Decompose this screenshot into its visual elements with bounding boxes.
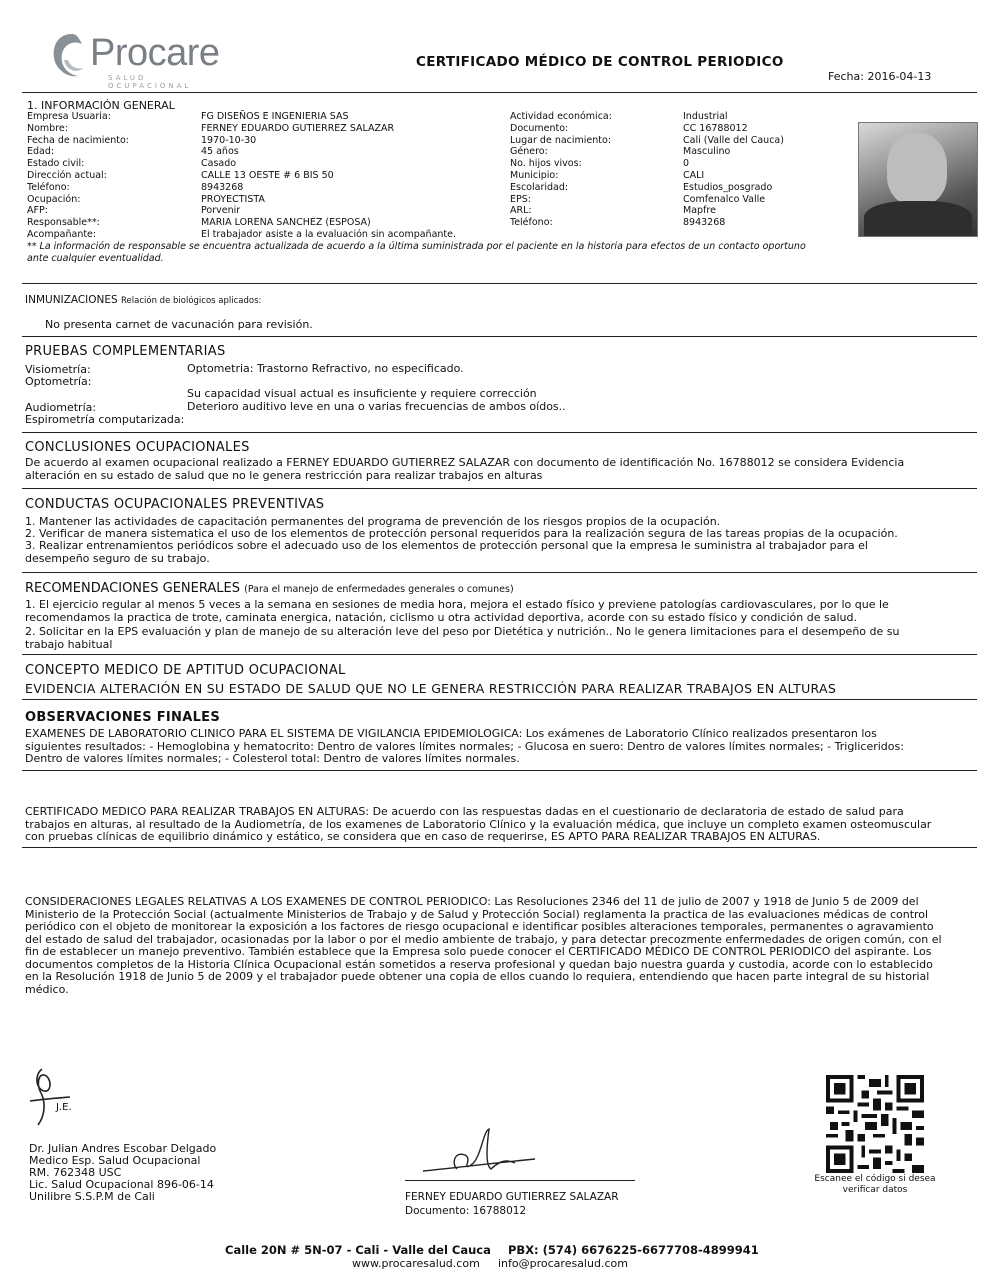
doctor-name: Dr. Julian Andres Escobar Delgado <box>29 1142 217 1155</box>
label-edad: Edad: <box>27 146 55 158</box>
divider <box>22 283 977 284</box>
doctor-specialty: Medico Esp. Salud Ocupacional <box>29 1154 201 1167</box>
conductas-item: 1. Mantener las actividades de capacitación permanentes del programa de prevención de los riesgos propios de la ocupación. <box>25 515 721 528</box>
section-inmunizaciones <box>25 294 261 306</box>
label-genero: Género: <box>510 146 548 158</box>
label-actividad: Actividad económica: <box>510 111 612 122</box>
section-concepto-title: CONCEPTO MEDICO DE APTITUD OCUPACIONAL <box>25 663 346 678</box>
general-right-values <box>683 111 784 229</box>
recomendaciones-item: 2. Solicitar en la EPS evaluación y plan de manejo de su alteración leve del peso por Dietética y nutrición.. No le genera limitaciones para el desempeño de su trabajo habitual <box>25 625 900 651</box>
value-hijos: 0 <box>683 158 690 170</box>
footer-pbx: PBX: (574) 6676225-6677708-4899941 <box>508 1243 759 1257</box>
logo-swirl-icon <box>50 30 92 82</box>
divider <box>22 572 977 573</box>
value-lugar-nacimiento: Cali (Valle del Cauca) <box>683 134 784 146</box>
section-conclusiones-title: CONCLUSIONES OCUPACIONALES <box>25 440 250 455</box>
value-direccion: CALLE 13 OESTE # 6 BIS 50 <box>201 169 334 181</box>
divider <box>22 432 977 433</box>
general-right-labels <box>510 111 612 229</box>
value-empresa: FG DISEÑOS E INGENIERIA SAS <box>201 111 349 122</box>
value-actividad: Industrial <box>683 111 728 122</box>
label-eps: EPS: <box>510 193 531 205</box>
label-ocupacion: Ocupación: <box>27 193 81 205</box>
date-value: 2016-04-13 <box>867 70 932 83</box>
procare-logo <box>50 28 225 88</box>
value-estado-civil: Casado <box>201 158 237 170</box>
label-afp: AFP: <box>27 205 48 217</box>
doctor-rm: RM. 762348 USC <box>29 1166 122 1179</box>
value-municipio: CALI <box>683 169 705 181</box>
value-acompanante: El trabajador asiste a la evaluación sin acompañante. <box>201 228 456 240</box>
visiometria-value: Optometria: Trastorno Refractivo, no especificado. <box>187 362 464 375</box>
conductas-item: 3. Realizar entrenamientos periódicos sobre el adecuado uso de los elementos de protección personal que la empresa le suministra al trabajador para el desempeño seguro de su trabajo. <box>25 539 868 565</box>
date-field <box>828 70 931 83</box>
section-general-title: 1. INFORMACIÓN GENERAL <box>27 99 175 112</box>
label-lugar-nacimiento: Lugar de nacimiento: <box>510 134 612 146</box>
section-conductas-title: CONDUCTAS OCUPACIONALES PREVENTIVAS <box>25 497 325 512</box>
label-responsable: Responsable**: <box>27 217 100 229</box>
label-telefono-2: Teléfono: <box>510 217 553 229</box>
worker-signature <box>415 1125 555 1185</box>
section-recomendaciones <box>25 581 514 596</box>
label-empresa: Empresa Usuaria: <box>27 111 111 122</box>
photo-body-shape <box>864 201 972 237</box>
conclusiones-text: De acuerdo al examen ocupacional realizado a FERNEY EDUARDO GUTIERREZ SALAZAR con documento de identificación No. 16788012 se considera Evidencia alteración en su estado de salud que no le genera restricción para realizar trabajos en alturas <box>25 456 905 482</box>
recomendaciones-title: RECOMENDACIONES GENERALES <box>25 581 240 596</box>
inmunizaciones-title: INMUNIZACIONES <box>25 294 118 306</box>
label-hijos: No. hijos vivos: <box>510 158 582 170</box>
label-visiometria: Visiometría: <box>25 363 91 376</box>
footer-address: Calle 20N # 5N-07 - Cali - Valle del Cauca <box>225 1243 491 1257</box>
value-ocupacion: PROYECTISTA <box>201 193 265 205</box>
label-municipio: Municipio: <box>510 169 559 181</box>
value-arl: Mapfre <box>683 205 716 217</box>
section-pruebas-title: PRUEBAS COMPLEMENTARIAS <box>25 344 226 359</box>
general-left-labels <box>27 111 129 241</box>
observaciones-lab: EXAMENES DE LABORATORIO CLINICO PARA EL SISTEMA DE VIGILANCIA EPIDEMIOLOGICA: Los exámenes de Laboratorio Clínico realizados presentaron los siguientes resultados: - Hemoglobina y hematocrito: Dentro de valores límites normales; - Glucosa en suero: Dentro de valores límites normales; - Trigliceridos: Dentro de valores límites normales; - Colesterol total: Dentro de valores límites normales. <box>25 727 904 765</box>
value-escolaridad: Estudios_posgrado <box>683 181 773 193</box>
doctor-university: Unilibre S.S.P.M de Cali <box>29 1190 155 1203</box>
general-left-values <box>201 111 456 241</box>
value-fecha-nacimiento: 1970-10-30 <box>201 134 257 146</box>
responsable-note: ** La información de responsable se encuentra actualizada de acuerdo a la última suministrada por el paciente en la historia para efectos de un contacto oportuno ante cualquier eventualidad. <box>27 241 806 264</box>
label-optometria: Optometría: <box>25 375 92 388</box>
inmunizaciones-subtitle: Relación de biológicos aplicados: <box>121 296 262 306</box>
audiometria-value: Deterioro auditivo leve en una o varias frecuencias de ambos oídos.. <box>187 400 566 413</box>
value-genero: Masculino <box>683 146 731 158</box>
divider <box>22 336 977 337</box>
label-espirometria: Espirometría computarizada: <box>25 413 185 426</box>
recomendaciones-item: 1. El ejercicio regular al menos 5 veces a la semana en sesiones de media hora, mejora el estado físico y previene patologías cardiovasculares, por lo que le recomendamos la practica de trote, caminata energica, natación, ciclismo u otra actividad deportiva, acorde con su estado físico y condición de salud. <box>25 598 889 624</box>
doctor-signature <box>24 1065 104 1135</box>
qr-code-icon <box>826 1075 924 1173</box>
label-fecha-nacimiento: Fecha de nacimiento: <box>27 134 129 146</box>
label-nombre: Nombre: <box>27 122 68 134</box>
value-eps: Comfenalco Valle <box>683 193 766 205</box>
observaciones-alturas: CERTIFICADO MEDICO PARA REALIZAR TRABAJOS EN ALTURAS: De acuerdo con las respuestas dadas en el cuestionario de declaratoria de estado de salud para trabajos en alturas, al resultado de la Audiometría, de los examenes de Laboratorio Clínico y la evaluación médica, que incluye un completo examen osteomuscular con pruebas clínicas de equilibrio dinámico y estático, se considera que en caso de requerirse, ES APTO PARA REALIZAR TRABAJOS EN ALTURAS. <box>25 805 932 843</box>
footer-website[interactable]: www.procaresalud.com <box>352 1257 480 1270</box>
worker-documento: Documento: 16788012 <box>405 1205 527 1217</box>
label-escolaridad: Escolaridad: <box>510 181 569 193</box>
label-audiometria: Audiometría: <box>25 401 97 414</box>
value-telefono-2: 8943268 <box>683 217 726 229</box>
divider <box>22 699 977 700</box>
doctor-block <box>29 1143 216 1203</box>
doctor-license: Lic. Salud Ocupacional 896-06-14 <box>29 1178 214 1191</box>
divider <box>22 847 977 848</box>
label-estado-civil: Estado civil: <box>27 158 85 170</box>
value-nombre: FERNEY EDUARDO GUTIERREZ SALAZAR <box>201 122 395 134</box>
logo-subtitle: SALUD OCUPACIONAL <box>108 74 192 90</box>
label-telefono: Teléfono: <box>27 181 70 193</box>
observaciones-legales: CONSIDERACIONES LEGALES RELATIVAS A LOS EXAMENES DE CONTROL PERIODICO: Las Resoluciones 2346 del 11 de julio de 2007 y 1918 de Junio 5 de 2009 del Ministerio de la Protección Social (actualmente Ministerios de Trabajo y de Salud y Protección Social) reglamenta la practica de las evaluaciones médicas de control periódico con el objeto de monitorear la exposición a los factores de riesgo ocupacional e identificar posibles alteraciones temporales, permanentes o agravamiento del estado de salud del trabajador, ocasionadas por la labor o por el medio ambiente de trabajo, y para detectar precozmente enfermedades de origen común, con el fin de establecer un manejo preventivo. También establece que la Empresa solo puede conocer el CERTIFICADO MÉDICO DE CONTROL PERIODICO del aspirante. Los documentos completos de la Historia Clínica Ocupacional están sometidos a reserva profesional y quedan bajo nuestra guarda y custodia, acorde con lo establecido en la Resolución 1918 de Junio 5 de 2009 y el trabajador puede obtener una copia de ellos cuando lo requiera, entendiendo que hacen parte integral de su historial médico. <box>25 895 942 996</box>
inmunizaciones-text: No presenta carnet de vacunación para revisión. <box>45 318 313 331</box>
footer-email[interactable]: info@procaresalud.com <box>498 1257 628 1270</box>
section-observaciones-title: OBSERVACIONES FINALES <box>25 710 221 725</box>
concepto-text: EVIDENCIA ALTERACIÓN EN SU ESTADO DE SALUD QUE NO LE GENERA RESTRICCIÓN PARA REALIZAR TRABAJOS EN ALTURAS <box>25 681 837 696</box>
divider <box>22 92 977 93</box>
qr-caption: Escanee el código si desea verificar datos <box>814 1174 936 1195</box>
value-documento: CC 16788012 <box>683 122 748 134</box>
doctor-initials: J.E. <box>56 1102 72 1113</box>
value-telefono: 8943268 <box>201 181 244 193</box>
value-edad: 45 años <box>201 146 239 158</box>
label-direccion: Dirección actual: <box>27 169 107 181</box>
worker-name: FERNEY EDUARDO GUTIERREZ SALAZAR <box>405 1191 619 1203</box>
conductas-item: 2. Verificar de manera sistematica el uso de los elementos de protección personal requeridos para la realización segura de las tareas propias de la ocupación. <box>25 527 898 540</box>
label-documento: Documento: <box>510 122 569 134</box>
label-acompanante: Acompañante: <box>27 228 97 240</box>
value-afp: Porvenir <box>201 205 241 217</box>
value-responsable: MARIA LORENA SANCHEZ (ESPOSA) <box>201 217 371 229</box>
divider <box>22 770 977 771</box>
worker-signature-line <box>405 1180 635 1181</box>
patient-photo <box>858 122 978 237</box>
label-arl: ARL: <box>510 205 532 217</box>
logo-wordmark: Procare <box>90 32 220 74</box>
recomendaciones-subtitle: (Para el manejo de enfermedades generales o comunes) <box>244 584 514 595</box>
photo-head-shape <box>887 133 947 205</box>
divider <box>22 488 977 489</box>
document-title: CERTIFICADO MÉDICO DE CONTROL PERIODICO <box>416 54 784 70</box>
optometria-value: Su capacidad visual actual es insuficiente y requiere corrección <box>187 387 537 400</box>
date-label: Fecha: <box>828 70 864 83</box>
divider <box>22 654 977 655</box>
